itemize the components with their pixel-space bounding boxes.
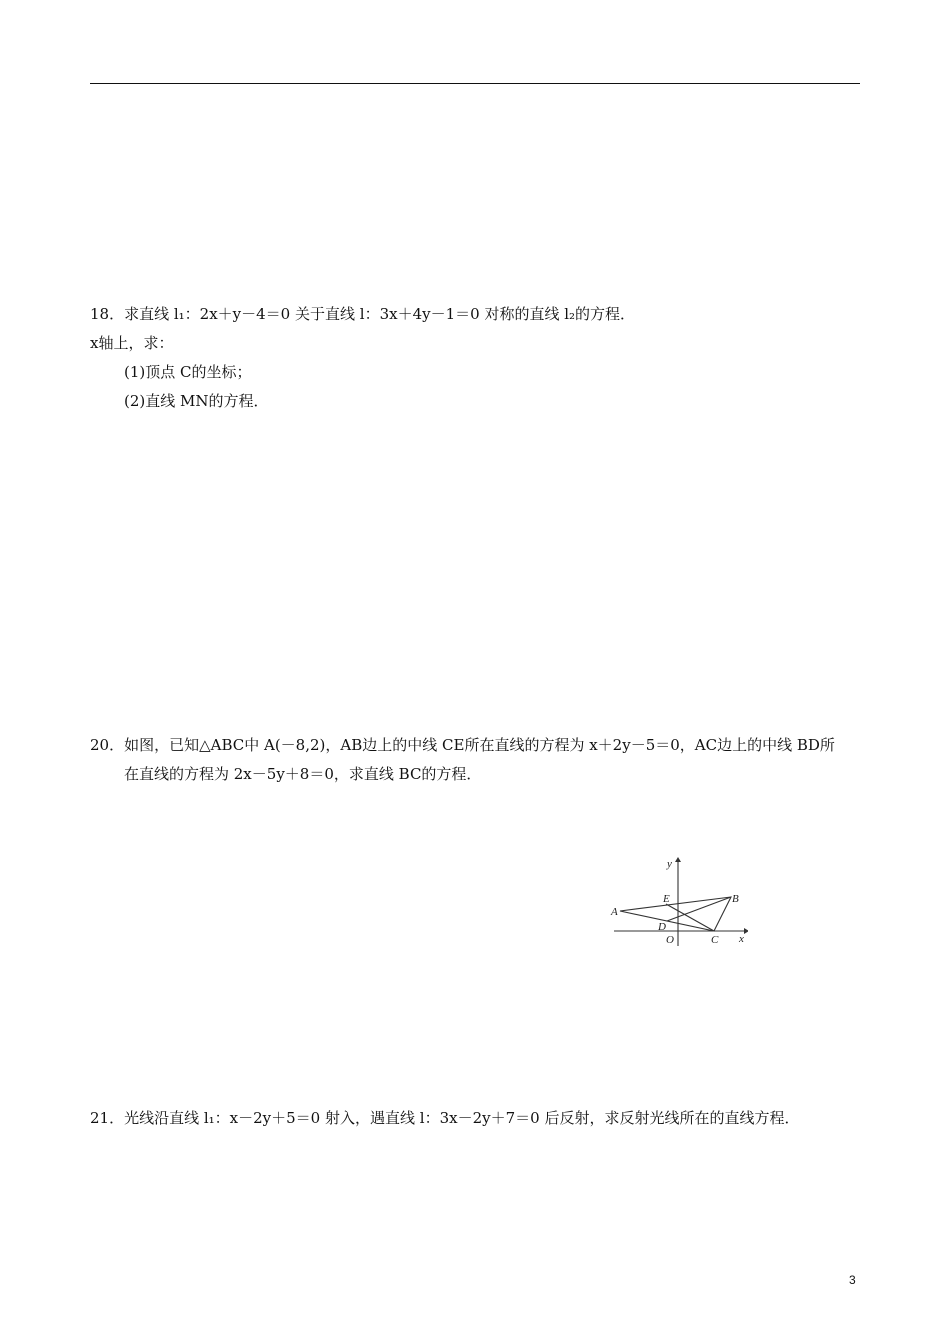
problem-18-statement: 18．求直线 l₁：2x＋y－4＝0 关于直线 l：3x＋4y－1＝0 对称的直线 l₂的方程． (90, 305, 636, 323)
point-a-label: A (611, 906, 618, 918)
origin-label: O (666, 934, 674, 946)
x-axis-label: x (739, 933, 744, 945)
problem-21-statement: 21．光线沿直线 l₁：x－2y＋5＝0 射入，遇直线 l：3x－2y＋7＝0 后反射，求反射光线所在的直线方程． (90, 1109, 800, 1127)
point-d-label: D (658, 921, 666, 933)
subquestion-1: (1)顶点 C的坐标； (124, 363, 252, 381)
point-e-label: E (663, 893, 670, 905)
y-axis-label: y (667, 858, 672, 870)
problem-20-statement-line2: 在直线的方程为 2x－5y＋8＝0，求直线 BC的方程． (124, 765, 482, 783)
x-axis-arrow-icon (744, 928, 748, 934)
page-number: 3 (849, 1273, 856, 1287)
problem-20-statement-line1: 20．如图，已知△ABC中 A(－8,2)，AB边上的中线 CE所在直线的方程为 x＋2y－5＝0，AC边上的中线 BD所 (90, 736, 835, 754)
header-rule (90, 83, 860, 84)
triangle-figure (604, 850, 748, 952)
problem-fragment-text: x轴上，求： (90, 334, 174, 352)
subquestion-2: (2)直线 MN的方程． (124, 392, 269, 410)
point-b-label: B (732, 893, 739, 905)
triangle-abc (620, 897, 731, 931)
y-axis-arrow-icon (675, 857, 681, 862)
median-ce (666, 904, 714, 931)
point-c-label: C (711, 934, 719, 946)
